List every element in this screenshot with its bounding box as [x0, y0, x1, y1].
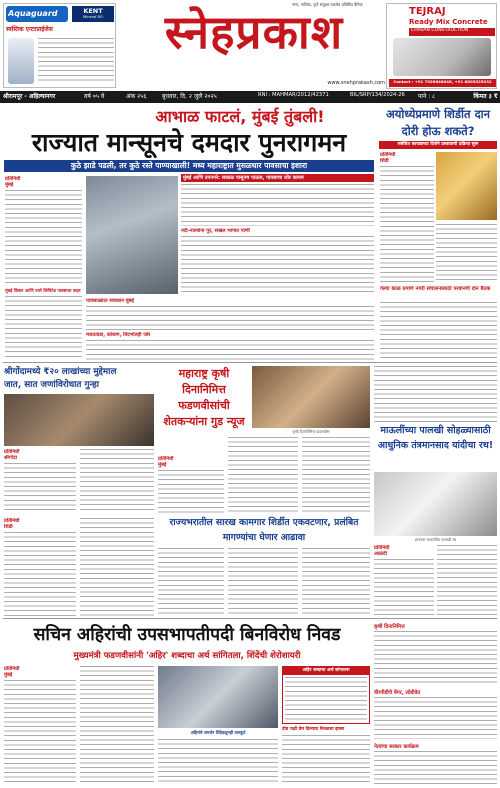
lead-city: मुंबई	[5, 182, 14, 188]
wedding-headline: माऊलींच्या पालखी सोहळ्यासाठी आधुनिक तंत्रमानसाद यांदीचा रथ!	[377, 425, 494, 451]
jobs-text-2	[80, 449, 154, 513]
bottom-headline: सचिन अहिरांची उपसभापतीपदी बिनविरोध निवड	[33, 625, 341, 645]
tejraj-line1: Ready Mix Concrete	[409, 18, 488, 26]
wedding-text-top	[374, 366, 497, 422]
lead-mid-heading: मुंबई आणि उपनगरे: सकाळ पासूनच पाऊस, पावसाचा जोर कायम	[181, 174, 374, 182]
page-count: पाने : ८	[418, 93, 436, 100]
date-strip	[0, 91, 500, 103]
gudi-byline: प्रतिनिधी	[158, 456, 174, 462]
right-top-text-3	[380, 302, 497, 360]
gudi-caption: कृषी दिनानिमित्त फडणवीस	[292, 429, 330, 434]
wedding-text-1	[374, 559, 434, 616]
masthead-website: www.snehprakash.com	[327, 80, 385, 86]
right-top-text-1	[380, 166, 434, 282]
bottom-text-2	[80, 666, 154, 784]
bottom-box-title: अहिर शब्दाचा अर्थ सांगताना	[283, 667, 369, 675]
bottom-box	[282, 666, 370, 724]
shirdi-headline: राज्यभरातील सारख कामगार शिर्डीत एकवटणार, प्रलंबित मागण्यांचा घेणार आढावा	[169, 517, 359, 543]
bottom-caption: अहिरांचे समर्थन शिंदेकडूनही उत्स्फूर्त	[190, 730, 246, 735]
lead-sub-text	[86, 306, 374, 330]
wedding-text-2	[437, 545, 497, 616]
tejraj-line2: CHAVAN CONSTRUCTION	[409, 28, 495, 36]
gudi-text-2	[228, 437, 298, 513]
right-top-sub: संबंधित कायद्याच्या दिशेने प्रस्तावाची प्रक्रिया सुरू	[379, 141, 497, 149]
jobs-headline-2: जात, सात जणांविरोधात गुन्हा	[4, 380, 100, 390]
bottom-text-3	[158, 739, 278, 784]
right-top-headline: अयोध्येप्रमाणे शिर्डीत दान दोरी होऊ शकते?	[385, 107, 491, 138]
registration: BIL/SRP/134/2024-26	[350, 92, 405, 98]
shirdi-text-2	[228, 548, 298, 616]
tejraj-ad	[386, 3, 497, 89]
bottom-right-text-1	[374, 631, 497, 685]
masthead-title: स्नेहप्रकाश	[164, 5, 344, 59]
bottom-byline: प्रतिनिधी	[4, 666, 20, 672]
truck-image	[393, 38, 491, 76]
tejraj-contact: Contact : +91 7028648048, +91 8805525032	[389, 79, 496, 87]
shirdi-city: शिर्डी	[4, 524, 13, 530]
lead-mid-text	[181, 184, 374, 226]
bottom-right-heading-3: नेत्यांचा सत्कार कार्यक्रम	[374, 744, 419, 750]
lead-mid-heading-2: नदी-नाल्यांना पूर, सखल भागात पाणी	[181, 228, 250, 234]
jobs-byline: प्रतिनिधी	[4, 449, 20, 455]
rni: RNI : MAHMAR/2012/42371	[258, 92, 329, 98]
aquaguard-brand: Aquaguard	[8, 9, 58, 18]
right-top-text-2	[436, 224, 497, 282]
year: वर्ष ०५ वे	[84, 93, 105, 100]
tejraj-brand: TEJRAJ	[409, 6, 446, 17]
palkhi-chariot-photo	[374, 472, 497, 536]
lead-side-box-3: मराठवाडा, कोकण, विदर्भातही जोर	[86, 332, 151, 338]
gudi-city: मुंबई	[158, 462, 167, 468]
bottom-box-text	[285, 677, 367, 722]
bottom-text-1	[4, 680, 76, 784]
lead-sub-text-2	[86, 340, 374, 360]
gudi-text-3	[302, 437, 370, 513]
gudi-headline: महाराष्ट्र कृषी दिनानिमित्त फडणवीसांची शेतकऱ्यांना गुड न्यूज	[163, 367, 245, 428]
kent-logo	[72, 6, 114, 22]
bottom-right-heading-2: वीरपीडीचे वेंगर, लोडीवेत	[374, 690, 421, 696]
bottom-text-4	[282, 735, 370, 784]
right-top-city: शिर्डी	[380, 158, 389, 164]
aquaguard-product-image	[8, 38, 34, 84]
aquaguard-ad	[3, 3, 116, 88]
lead-side-text	[5, 296, 82, 360]
kent-brand: KENT	[83, 7, 103, 15]
shirdi-byline: प्रतिनिधी	[4, 518, 20, 524]
shirdi-text-left-1	[4, 532, 76, 616]
lead-headline: राज्यात मान्सूनचे दमदार पुनरागमन	[31, 128, 347, 157]
jobs-city: श्रीगोंदा	[4, 455, 17, 461]
lead-col1-text	[5, 190, 82, 286]
jobs-headline-1: श्रीगोंदामध्ये ₹२० लाखांच्या मुद्देमाल	[4, 367, 117, 377]
right-top-byline: प्रतिनिधी	[380, 152, 396, 158]
wedding-caption: ज्ञानेश्वर माऊलींचा पालखी रथ	[414, 537, 457, 542]
wedding-city: आळंदी	[374, 551, 387, 557]
lead-side-box-2: पावसाळ्यात सावधान मुंबई	[86, 298, 134, 304]
jobs-photo	[4, 394, 154, 446]
lead-subhead: कुठे झाडे पडली, तर कुठे रस्ते पाण्याखाली! मध्य महाराष्ट्रात मुसळधार पावसाचा इशारा	[4, 160, 374, 172]
aquaguard-details	[38, 38, 114, 84]
bottom-mid-heading: दोघ पक्षी प्रेम दिल्याच नितळचा झाला	[282, 727, 345, 732]
wedding-byline: प्रतिनिधी	[374, 545, 390, 551]
lead-side-box-heading: मुंबई शिवार आणि उपरे लिमिटेड पावसाचा कहर	[5, 289, 81, 294]
lead-byline: प्रतिनिधी	[5, 176, 21, 182]
lead-mid-text-2	[181, 236, 374, 296]
lead-rain-photo	[86, 176, 178, 294]
bottom-city: मुंबई	[4, 672, 13, 678]
gudi-text-1	[158, 470, 224, 513]
sai-baba-photo	[436, 152, 497, 220]
fadnavis-photo	[252, 366, 370, 428]
kent-sub: Mineral RO	[83, 15, 103, 19]
bottom-subhead: मुख्यमंत्री फडणवीसांनी 'अहिर' शब्दाचा अर्थ सांगितला, शिंदेंची शेरोशायरी	[73, 651, 301, 661]
date: बुधवार, दि. २ जुलै २०२५	[162, 93, 217, 100]
ahir-ceremony-photo	[158, 666, 278, 728]
aquaguard-logo	[6, 6, 68, 22]
issue: अंक २५६	[126, 93, 147, 100]
masthead-tagline: नगर, नाशिक, पुणे संयुक्त एकमेव प्रतिष्ठित दैनिक	[292, 2, 363, 7]
price: किंमत ३ ₹	[473, 93, 498, 100]
bottom-right-text-3	[374, 751, 497, 784]
bottom-right-text-2	[374, 697, 497, 739]
divider-1	[3, 362, 497, 363]
bottom-right-heading: कृषी दिनानिमित्त	[374, 624, 405, 630]
shirdi-text-left-2	[80, 518, 154, 616]
edition: श्रीरामपूर - अहिल्यानगर	[3, 93, 56, 100]
lead-kicker: आभाळ फाटलं, मुंबई तुंबली!	[155, 107, 325, 126]
shirdi-text-3	[302, 548, 370, 616]
jobs-text-1	[4, 463, 76, 513]
aquaguard-tagline: स्वस्तिक एन्टरप्राईजेस	[6, 26, 53, 33]
shirdi-text-1	[158, 548, 224, 616]
right-top-sub-heading: गेल्या काळ प्रमाणे नगरी संचालनासाठी परवानगी दोन बैठक	[380, 286, 491, 292]
divider-2	[3, 618, 497, 619]
